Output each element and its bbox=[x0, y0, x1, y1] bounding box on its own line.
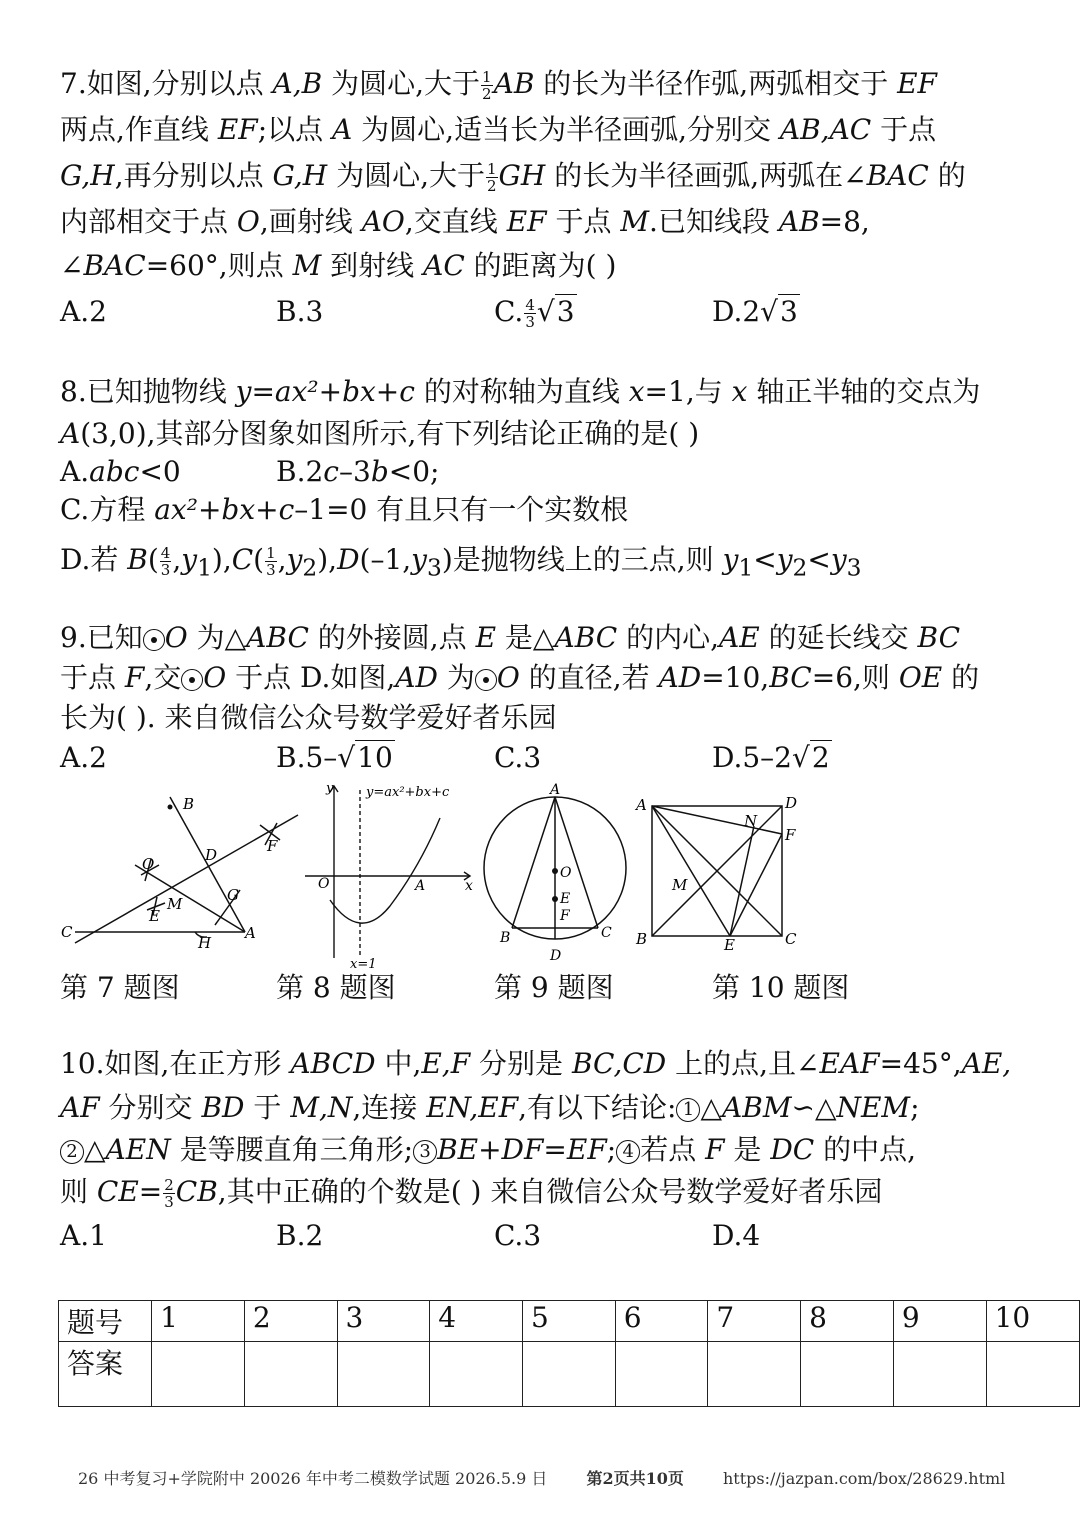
q9-option-d[interactable]: D.5–2√2 bbox=[712, 738, 832, 778]
label-n: N bbox=[744, 812, 758, 830]
table-header-cell: 4 bbox=[430, 1301, 523, 1342]
table-header-cell: 9 bbox=[893, 1301, 986, 1342]
q7-line-5: ∠BAC=60°,则点 M 到射线 AC 的距离为( ) bbox=[60, 249, 617, 282]
footer-url[interactable]: https://jazpan.com/box/28629.html bbox=[722, 1469, 1006, 1488]
q7-option-d[interactable]: D.2√3 bbox=[712, 292, 800, 332]
label-equation: y=ax²+bx+c bbox=[366, 785, 450, 800]
q7-line-1: 7.如图,分别以点 A,B 为圆心,大于 $\frac{1}{2}$ AB 的长为半径作弧,两弧相交于 EF bbox=[60, 67, 937, 103]
segment-ae bbox=[652, 806, 730, 936]
label-o: O bbox=[560, 865, 572, 881]
segment-en bbox=[730, 826, 754, 936]
label-c: C bbox=[61, 923, 73, 941]
q9-option-c[interactable]: C.3 bbox=[494, 741, 542, 774]
line-ef bbox=[75, 815, 298, 943]
label-o: O bbox=[318, 876, 330, 892]
table-header-cell: 10 bbox=[986, 1301, 1079, 1342]
q10-line-1: 10.如图,在正方形 ABCD 中,E,F 分别是 BC,CD 上的点,且∠EAF=45°,AE, bbox=[60, 1047, 1012, 1080]
table-row-label: 答案 bbox=[59, 1342, 152, 1407]
footer-source: 26 中考复习+学院附中 20026 年中考二模数学试题 2026.5.9 日 bbox=[78, 1469, 548, 1488]
label-f: F bbox=[785, 826, 796, 844]
sqrt-symbol: √3 bbox=[536, 295, 575, 328]
table-header-cell: 1 bbox=[152, 1301, 245, 1342]
label-h: H bbox=[198, 934, 212, 950]
caption-figure-9: 第 9 题图 bbox=[494, 971, 614, 1004]
page-footer bbox=[78, 1466, 1005, 1489]
label-b: B bbox=[183, 795, 195, 813]
circle-dot-symbol bbox=[181, 669, 203, 691]
q9-line-1: 9.已知 O 为△ABC 的外接圆,点 E 是△ABC 的内心,AE 的延长线交 BC bbox=[60, 621, 961, 654]
q7-line-3: G,H,再分别以点 G,H 为圆心,大于 $\frac{1}{2}$ GH 的长为半径画弧,两弧在∠BAC 的 bbox=[60, 159, 966, 195]
figure-9 bbox=[480, 780, 630, 965]
answer-cell[interactable] bbox=[244, 1342, 337, 1407]
q8-line-1: 8.已知抛物线 y=ax²+bx+c 的对称轴为直线 x=1,与 x 轴正半轴的交点为 bbox=[60, 375, 981, 408]
fraction-half: $\frac{1}{2}$ bbox=[482, 68, 492, 103]
label-e: E bbox=[149, 907, 160, 925]
label-x: x bbox=[465, 878, 473, 894]
label-b: B bbox=[500, 930, 511, 946]
q10-option-c[interactable]: C.3 bbox=[494, 1219, 542, 1252]
answer-cell[interactable] bbox=[893, 1342, 986, 1407]
answer-cell[interactable] bbox=[986, 1342, 1079, 1407]
label-y: y bbox=[326, 781, 334, 796]
table-header-row bbox=[59, 1301, 1080, 1342]
sqrt-symbol: √2 bbox=[791, 741, 830, 774]
table-header-cell: 6 bbox=[615, 1301, 708, 1342]
answer-cell[interactable] bbox=[337, 1342, 430, 1407]
q9-line-3: 长为( ). 来自微信公众号数学爱好者乐园 bbox=[60, 701, 557, 734]
footer-page-number: 第2页共10页 bbox=[586, 1469, 684, 1488]
label-b: B bbox=[636, 930, 648, 948]
label-a: A bbox=[245, 924, 256, 942]
q10-line-2: AF 分别交 BD 于 M,N,连接 EN,EF,有以下结论: 1 △ABM∽△NEM; bbox=[60, 1091, 920, 1124]
figure-10 bbox=[630, 790, 805, 960]
answer-cell[interactable] bbox=[152, 1342, 245, 1407]
caption-figure-8: 第 8 题图 bbox=[276, 971, 396, 1004]
q9-option-a[interactable]: A.2 bbox=[60, 741, 107, 774]
sqrt-symbol: √10 bbox=[337, 741, 393, 774]
q7-option-a[interactable]: A.2 bbox=[60, 295, 107, 328]
label-e: E bbox=[560, 891, 571, 907]
q10-option-d[interactable]: D.4 bbox=[712, 1219, 761, 1252]
label-o: O bbox=[142, 855, 155, 873]
figure-8 bbox=[300, 778, 480, 973]
answer-cell[interactable] bbox=[615, 1342, 708, 1407]
label-f: F bbox=[267, 837, 278, 855]
label-f: F bbox=[560, 908, 570, 924]
label-a: A bbox=[550, 782, 561, 798]
answer-table bbox=[58, 1300, 1080, 1407]
q8-line-2: A(3,0),其部分图象如图所示,有下列结论正确的是( ) bbox=[60, 417, 700, 450]
q8-option-d[interactable]: D.若 B( $\frac{4}{3}$ $,y_1),C$( $\frac{1}{3}$ $,y_2),D(-1,y_3)$是抛物线上的三点,则 $y_1<y_2<y_3$ bbox=[60, 543, 862, 582]
parabola bbox=[330, 818, 440, 923]
label-c: C bbox=[785, 930, 797, 948]
circle-dot-symbol bbox=[143, 629, 165, 651]
answer-cell[interactable] bbox=[708, 1342, 801, 1407]
answer-cell[interactable] bbox=[522, 1342, 615, 1407]
q10-line-3: 2 △AEN 是等腰直角三角形; 3 BE+DF=EF; 4 若点 F 是 DC 的中点, bbox=[60, 1130, 916, 1170]
q7-line-2: 两点,作直线 EF;以点 A 为圆心,适当长为半径画弧,分别交 AB,AC 于点 bbox=[60, 113, 937, 146]
table-header-cell: 题号 bbox=[59, 1301, 152, 1342]
answer-cell[interactable] bbox=[801, 1342, 894, 1407]
label-m: M bbox=[672, 876, 688, 894]
label-d: D bbox=[550, 948, 562, 964]
q8-option-c[interactable]: C.方程 ax²+bx+c–1=0 有且只有一个实数根 bbox=[60, 493, 629, 526]
label-a: A bbox=[415, 878, 426, 894]
q7-option-c[interactable]: C. $\frac{4}{3}$ √3 bbox=[494, 292, 577, 332]
q7-line-4: 内部相交于点 O,画射线 AO,交直线 EF 于点 M.已知线段 AB=8, bbox=[60, 205, 870, 238]
label-m: M bbox=[167, 895, 183, 913]
figure-7 bbox=[55, 785, 305, 950]
label-a: A bbox=[636, 796, 647, 814]
label-d: D bbox=[205, 846, 218, 864]
side-ab bbox=[512, 797, 555, 928]
q9-line-2: 于点 F,交 O 于点 D.如图,AD 为 O 的直径,若 AD=10,BC=6,则 OE 的 bbox=[60, 661, 980, 694]
q8-option-b[interactable]: B.2c–3b<0; bbox=[276, 455, 440, 488]
label-e: E bbox=[724, 936, 735, 954]
segment-af bbox=[652, 806, 782, 834]
label-x-equals-1: x=1 bbox=[350, 957, 377, 972]
label-g: G bbox=[227, 886, 239, 904]
table-header-cell: 2 bbox=[244, 1301, 337, 1342]
table-answer-row bbox=[59, 1342, 1080, 1407]
table-header-cell: 3 bbox=[337, 1301, 430, 1342]
q10-line-4: 则 CE= $\frac{2}{3}$ CB,其中正确的个数是( ) 来自微信公众号数学爱好者乐园 bbox=[60, 1175, 883, 1211]
q10-option-b[interactable]: B.2 bbox=[276, 1219, 324, 1252]
q10-option-a[interactable]: A.1 bbox=[60, 1219, 107, 1252]
table-header-cell: 7 bbox=[708, 1301, 801, 1342]
table-header-cell: 8 bbox=[801, 1301, 894, 1342]
q9-option-b[interactable]: B.5–√10 bbox=[276, 738, 395, 778]
table-header-cell: 5 bbox=[522, 1301, 615, 1342]
label-c: C bbox=[601, 925, 612, 941]
label-d: D bbox=[785, 794, 798, 812]
caption-figure-10: 第 10 题图 bbox=[712, 971, 850, 1004]
answer-cell[interactable] bbox=[430, 1342, 523, 1407]
sqrt-symbol: √3 bbox=[760, 295, 798, 328]
caption-figure-7: 第 7 题图 bbox=[60, 971, 180, 1004]
circle-dot-symbol bbox=[475, 669, 497, 691]
q7-option-b[interactable]: B.3 bbox=[276, 295, 324, 328]
q8-option-a[interactable]: A.abc<0 bbox=[60, 455, 181, 488]
fraction-half: $\frac{1}{2}$ bbox=[487, 160, 497, 195]
